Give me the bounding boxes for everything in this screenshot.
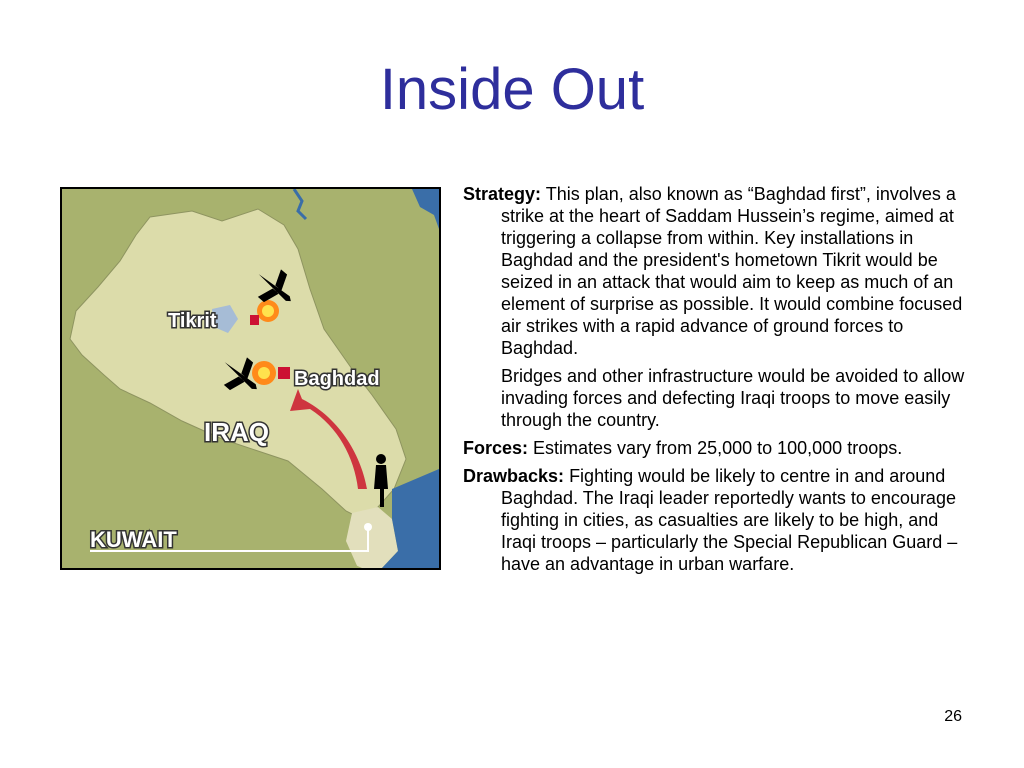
slide-body [463, 183, 968, 581]
drawbacks-label: Drawbacks: [463, 466, 565, 486]
baghdad-label: Baghdad [294, 368, 380, 390]
strategy-paragraph [463, 183, 968, 359]
kuwait-label: KUWAIT [90, 527, 177, 552]
forces-text: Estimates vary from 25,000 to 100,000 troops. [528, 438, 903, 458]
kuwait-point [364, 523, 372, 531]
drawbacks-paragraph [463, 465, 968, 575]
tikrit-marker [250, 315, 259, 325]
tikrit-label: Tikrit [168, 310, 217, 332]
iraq-map [60, 187, 441, 570]
strategy-label: Strategy: [463, 184, 542, 204]
iraq-label: IRAQ [204, 417, 269, 447]
strategy-continuation: Bridges and other infrastructure would be avoided to allow invading forces and defecting Iraqi troops to move easily through the country. [501, 366, 965, 430]
map-graphic [62, 189, 439, 568]
forces-paragraph [463, 437, 968, 459]
slide-title: Inside Out [379, 57, 645, 122]
forces-label: Forces: [463, 438, 529, 458]
baghdad-marker [278, 367, 290, 379]
strategy-text: This plan, also known as “Baghdad first”, involves a strike at the heart of Saddam Hussein’s regime, aimed at triggering a collapse from within. Key installations in Baghdad and the president's hometown Tikrit would be seized in an attack that would aim to keep as much of an element of surprise as possible. It would combine focused air strikes with a rapid advance of ground forces to Baghdad. [501, 184, 963, 358]
explosion-icon [252, 361, 276, 385]
explosion-icon [257, 300, 279, 322]
page-number: 26 [944, 708, 962, 725]
drawbacks-text: Fighting would be likely to centre in and around Baghdad. The Iraqi leader reportedly wants to encourage fighting in cities, as casualties are likely to be high, and Iraqi troops – particularly the Special Republican Guard – have an advantage in urban warfare. [501, 466, 958, 574]
